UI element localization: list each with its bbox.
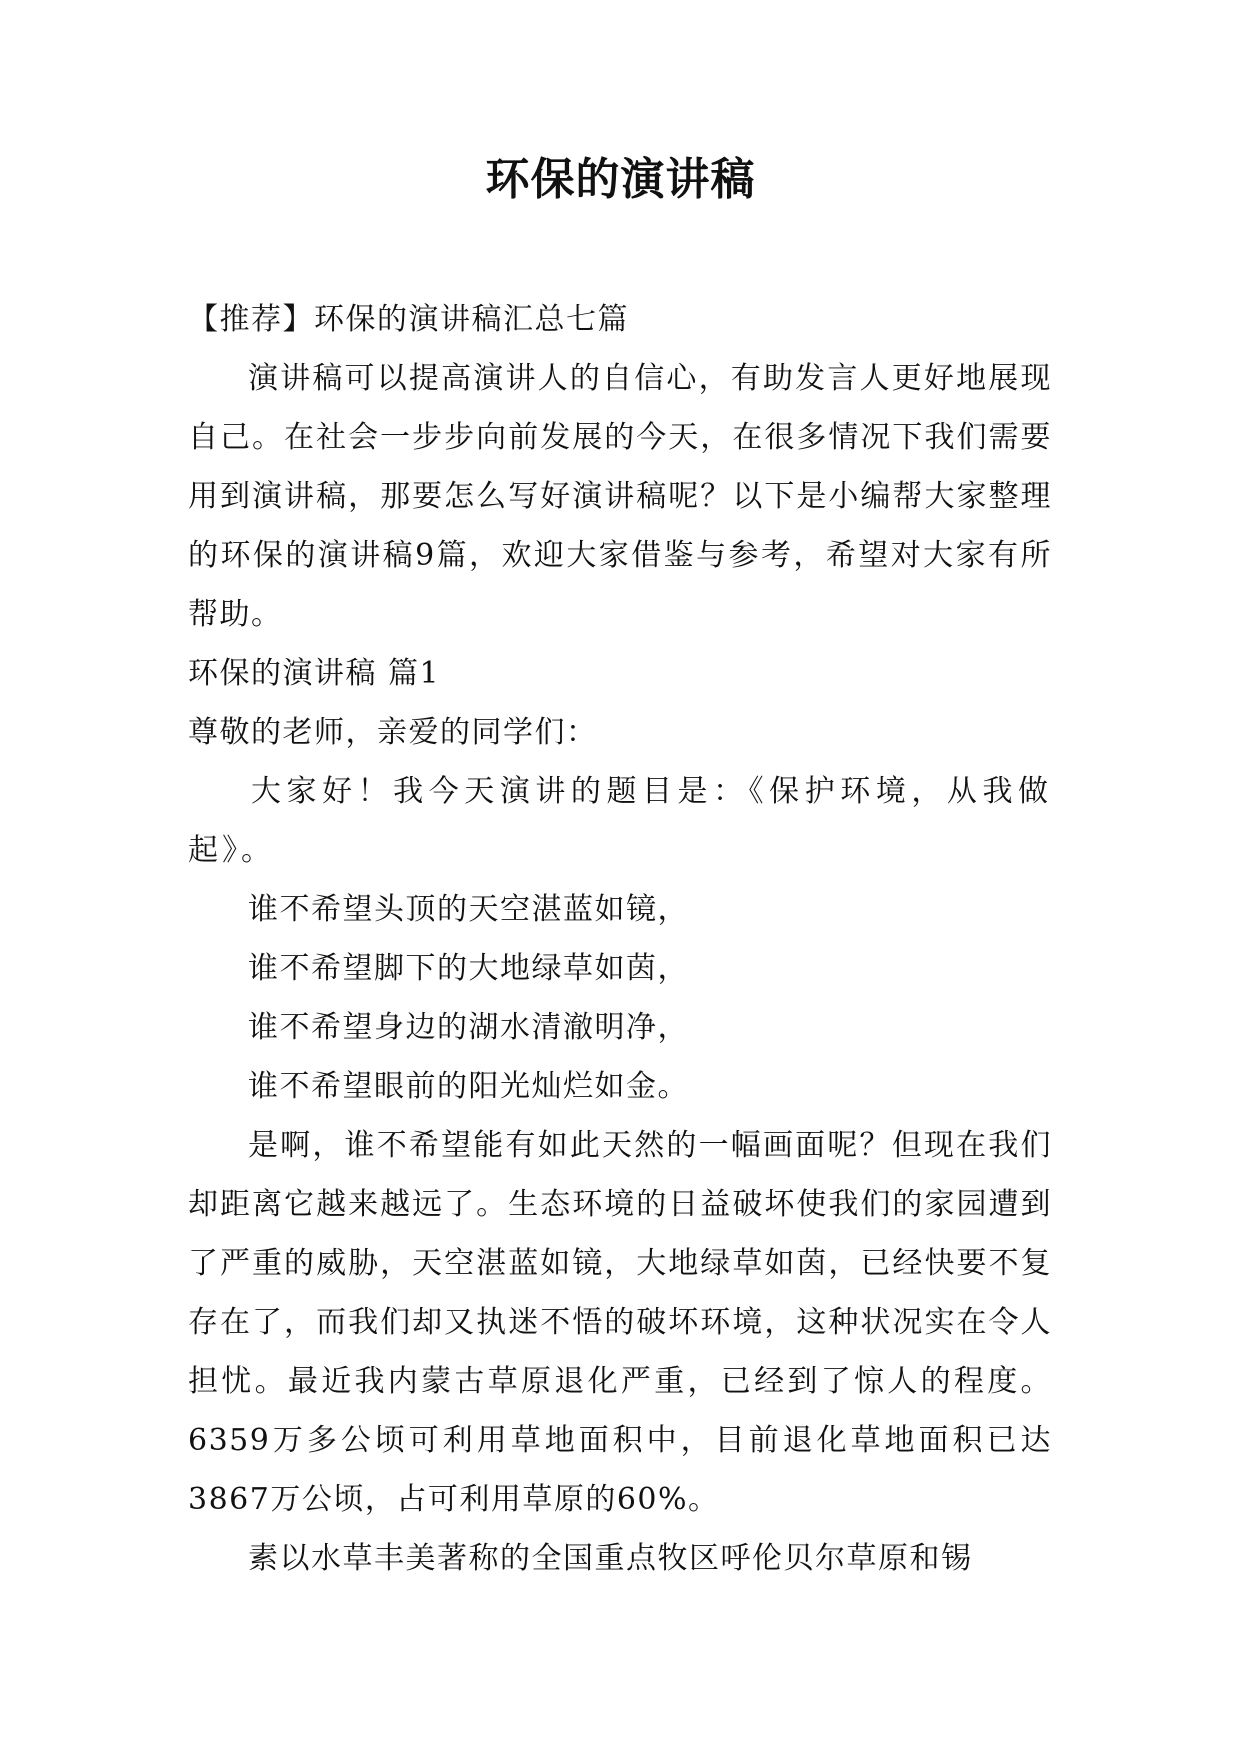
poem-line: 谁不希望脚下的大地绿草如茵， <box>248 951 689 986</box>
recommend-heading: 【推荐】环保的演讲稿汇总七篇 <box>188 302 629 337</box>
speech-topic: 大家好！我今天演讲的题目是：《保护环境，从我做起》。 <box>188 774 1052 868</box>
section-heading: 环保的演讲稿 篇1 <box>188 656 441 691</box>
poem-line: 谁不希望眼前的阳光灿烂如金。 <box>248 1069 689 1104</box>
salutation: 尊敬的老师，亲爱的同学们： <box>188 715 598 750</box>
document-body <box>188 290 1052 1588</box>
poem-line: 谁不希望身边的湖水清澈明净， <box>248 1010 689 1045</box>
body-paragraph: 素以水草丰美著称的全国重点牧区呼伦贝尔草原和锡 <box>248 1541 973 1576</box>
poem-line: 谁不希望头顶的天空湛蓝如镜， <box>248 892 689 927</box>
document-title: 环保的演讲稿 <box>485 154 756 205</box>
intro-paragraph: 演讲稿可以提高演讲人的自信心，有助发言人更好地展现自己。在社会一步步向前发展的今天，在很多情况下我们需要用到演讲稿，那要怎么写好演讲稿呢？以下是小编帮大家整理的环保的演讲稿9篇，欢迎大家借鉴与参考，希望对大家有所帮助。 <box>188 361 1052 632</box>
body-paragraph: 是啊，谁不希望能有如此天然的一幅画面呢？但现在我们却距离它越来越远了。生态环境的日益破坏使我们的家园遭到了严重的威胁，天空湛蓝如镜，大地绿草如茵，已经快要不复存在了，而我们却又执迷不悟的破坏环境，这种状况实在令人担忧。最近我内蒙古草原退化严重，已经到了惊人的程度。6359万多公顷可利用草地面积中，目前退化草地面积已达3867万公顷，占可利用草原的60%。 <box>188 1128 1052 1517</box>
